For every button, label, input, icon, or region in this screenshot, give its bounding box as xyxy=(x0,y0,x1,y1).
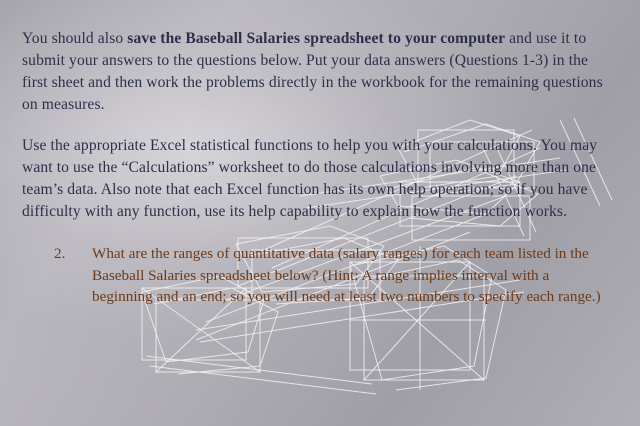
paragraph-1-bold: save the Baseball Salaries spreadsheet to your computer xyxy=(127,30,506,47)
paragraph-spacer-1 xyxy=(22,117,606,135)
paragraph-1 xyxy=(22,28,606,117)
question-number: 2. xyxy=(54,245,66,263)
paragraph-1-rest: and use it to submit your answers to the questions below. Put your data answers (Questions 1-3) in the first sheet and then work the problems directly in the workbook for the remaining questions on measures. xyxy=(22,30,603,114)
paragraph-2 xyxy=(22,135,606,224)
paragraph-2-text: Use the appropriate Excel statistical functions to help you with your calculations. You may want to use the “Calculations” worksheet to do those calculations involving more than one team’s data. Also note that each Excel function has its own help operation; so if you have difficulty with any function, use its help capability to explain how the function works. xyxy=(22,136,598,220)
question-item xyxy=(54,243,606,308)
paragraph-1-lead: You should also xyxy=(22,30,128,47)
paragraph-spacer-2 xyxy=(22,223,606,243)
question-text: What are the ranges of quantitative data (salary ranges) for each team listed in the Baseball Salaries spreadsheet below? (Hint: A range implies interval with a beginning and an end; so you will need at least two numbers to specify each range.) xyxy=(92,245,601,306)
